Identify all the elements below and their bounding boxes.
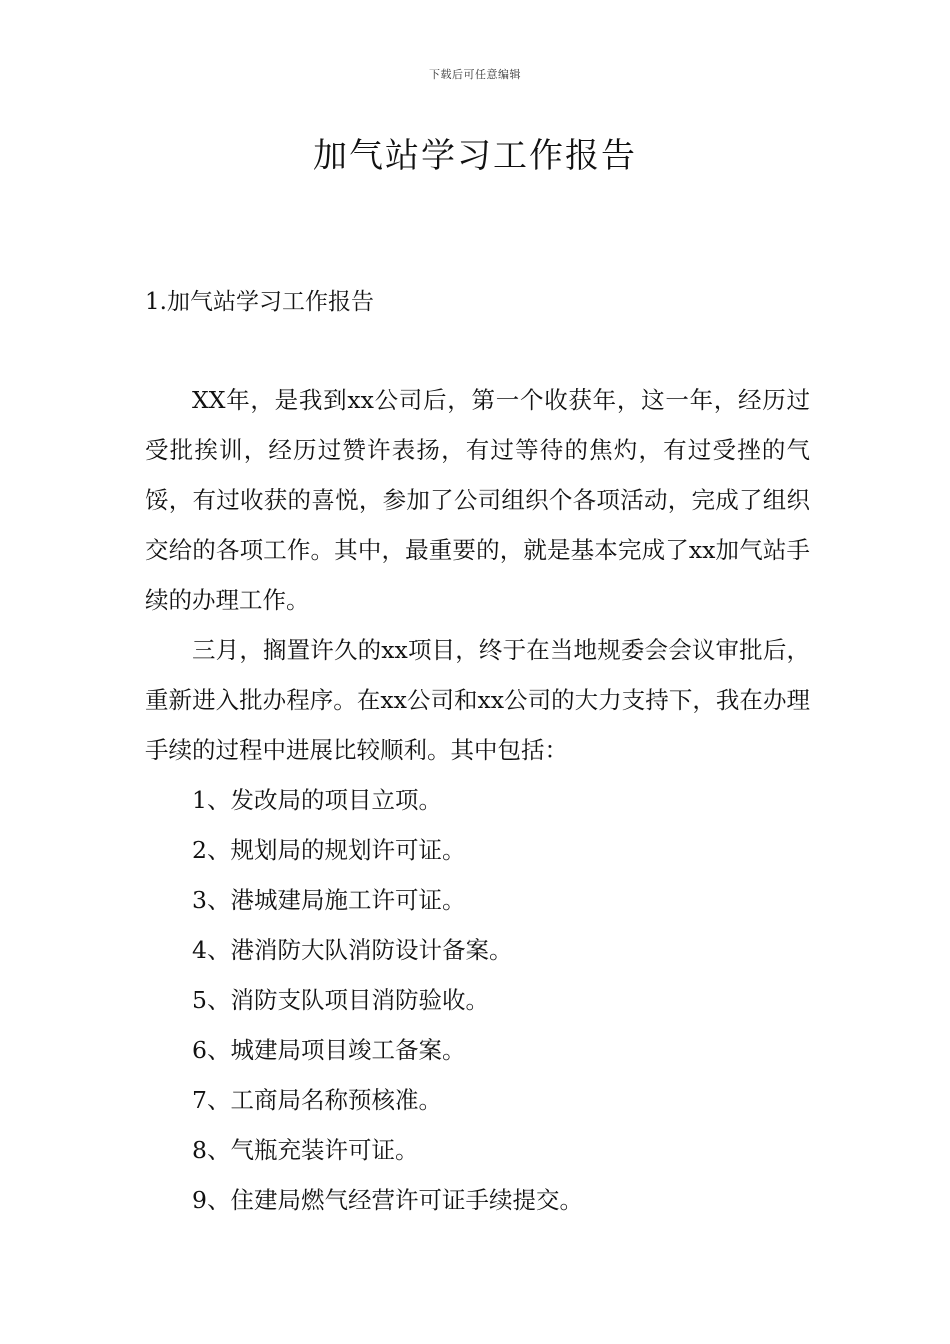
document-body <box>145 375 810 1225</box>
list-item: 3、港城建局施工许可证。 <box>192 886 466 914</box>
list-item: 1、发改局的项目立项。 <box>192 786 442 814</box>
list-item: 9、住建局燃气经营许可证手续提交。 <box>192 1186 583 1214</box>
list-item: 6、城建局项目竣工备案。 <box>192 1036 466 1064</box>
list-item: 2、规划局的规划许可证。 <box>192 836 466 864</box>
list-item: 7、工商局名称预核准。 <box>192 1086 442 1114</box>
list-item: 5、消防支队项目消防验收。 <box>192 986 489 1014</box>
document-title: 加气站学习工作报告 <box>313 136 637 176</box>
list-item: 4、港消防大队消防设计备案。 <box>192 936 513 964</box>
header-note: 下载后可任意编辑 <box>429 68 521 81</box>
list-item: 8、气瓶充装许可证。 <box>192 1136 419 1164</box>
paragraph-1: XX年，是我到xx公司后，第一个收获年，这一年，经历过受批挨训，经历过赞许表扬，有过等待的焦灼，有过受挫的气馁，有过收获的喜悦，参加了公司组织个各项活动，完成了组织交给的各项工作。其中，最重要的，就是基本完成了xx加气站手续的办理工作。 <box>145 386 810 614</box>
procedure-list <box>145 775 810 1225</box>
paragraph-2: 三月，搁置许久的xx项目，终于在当地规委会会议审批后，重新进入批办程序。在xx公司和xx公司的大力支持下，我在办理手续的过程中进展比较顺利。其中包括： <box>145 636 810 764</box>
section-heading: 1.加气站学习工作报告 <box>145 289 374 315</box>
